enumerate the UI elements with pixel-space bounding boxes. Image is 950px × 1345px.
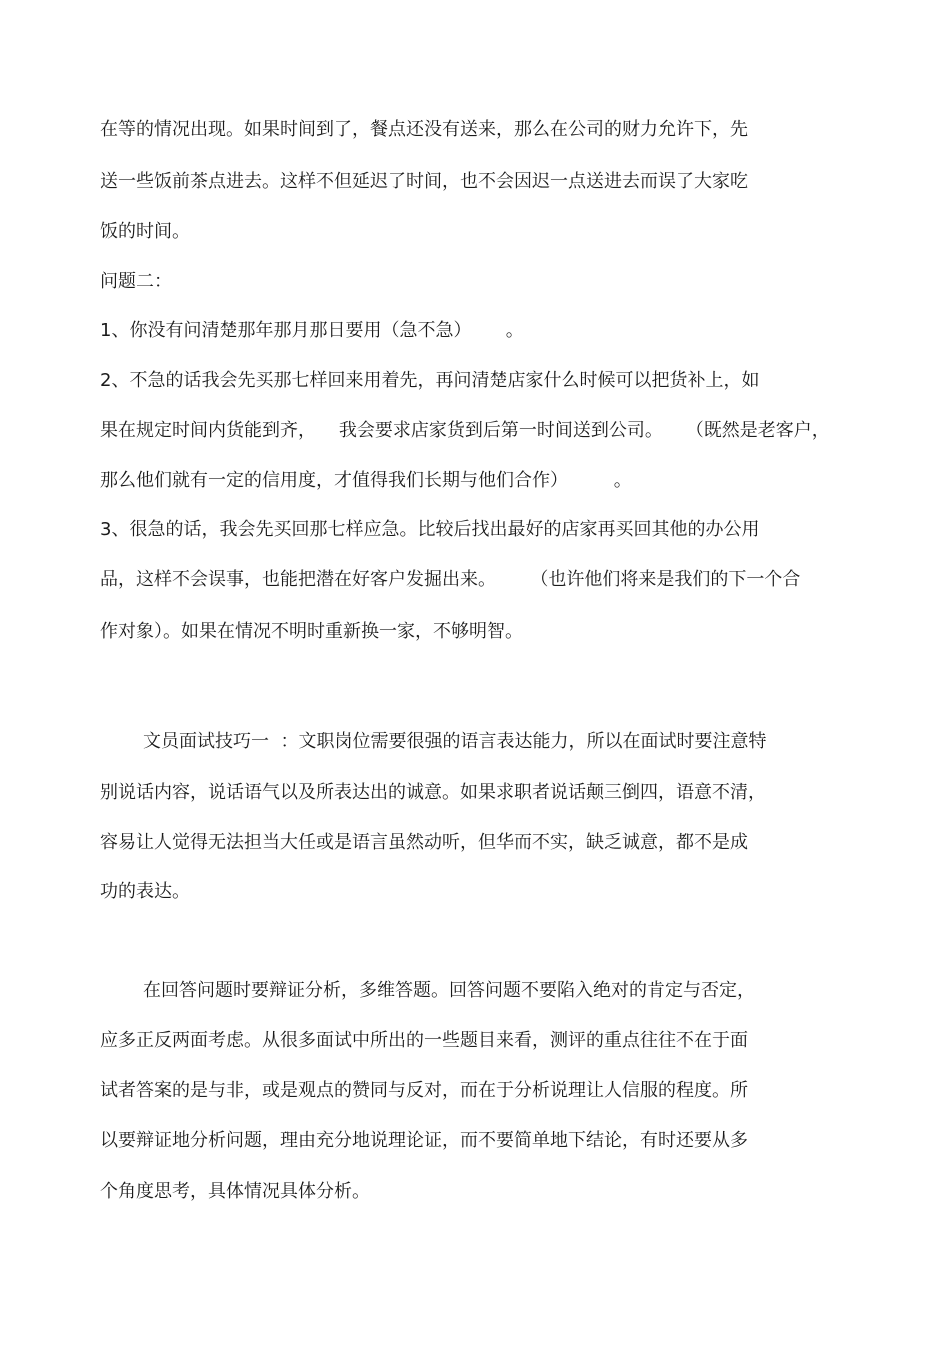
tip-paragraph-line: 应多正反两面考虑。从很多面试中所出的一些题目来看，测评的重点往往不在于面 — [100, 1030, 748, 1051]
answer-line: 品，这样不会误事，也能把潜在好客户发掘出来。 （也许他们将来是我们的下一个合 — [100, 569, 801, 590]
tip-paragraph-line: 功的表达。 — [100, 881, 190, 902]
tip-paragraph-line: 容易让人觉得无法担当大任或是语言虽然动听，但华而不实，缺乏诚意，都不是成 — [100, 832, 748, 853]
paragraph-line: 饭的时间。 — [100, 221, 190, 242]
tip-paragraph-line: 以要辩证地分析问题，理由充分地说理论证，而不要简单地下结论，有时还要从多 — [100, 1130, 748, 1151]
question-heading: 问题二： — [100, 271, 172, 292]
tip-paragraph-line: 别说话内容，说话语气以及所表达出的诚意。如果求职者说话颠三倒四，语意不清， — [100, 782, 766, 803]
tip-paragraph-line: 文员面试技巧一 ：文职岗位需要很强的语言表达能力，所以在面试时要注意特 — [143, 731, 767, 752]
answer-line: 2、不急的话我会先买那七样回来用着先，再问清楚店家什么时候可以把货补上，如 — [100, 370, 760, 391]
answer-line: 作对象）。如果在情况不明时重新换一家，不够明智。 — [100, 621, 523, 642]
paragraph-line: 送一些饭前茶点进去。这样不但延迟了时间，也不会因迟一点送进去而误了大家吃 — [100, 171, 748, 192]
tip-paragraph-line: 在回答问题时要辩证分析，多维答题。回答问题不要陷入绝对的肯定与否定， — [143, 980, 755, 1001]
answer-line: 3、很急的话，我会先买回那七样应急。比较后找出最好的店家再买回其他的办公用 — [100, 519, 760, 540]
tip-paragraph-line: 个角度思考，具体情况具体分析。 — [100, 1181, 370, 1202]
answer-line: 果在规定时间内货能到齐， 我会要求店家货到后第一时间送到公司。 （既然是老客户， — [100, 420, 830, 441]
paragraph-line: 在等的情况出现。如果时间到了，餐点还没有送来，那么在公司的财力允许下，先 — [100, 119, 748, 140]
answer-line: 1、你没有问清楚那年那月那日要用（急不急） 。 — [100, 320, 524, 341]
answer-line: 那么他们就有一定的信用度，才值得我们长期与他们合作） 。 — [100, 470, 632, 491]
tip-paragraph-line: 试者答案的是与非，或是观点的赞同与反对，而在于分析说理让人信服的程度。所 — [100, 1080, 748, 1101]
